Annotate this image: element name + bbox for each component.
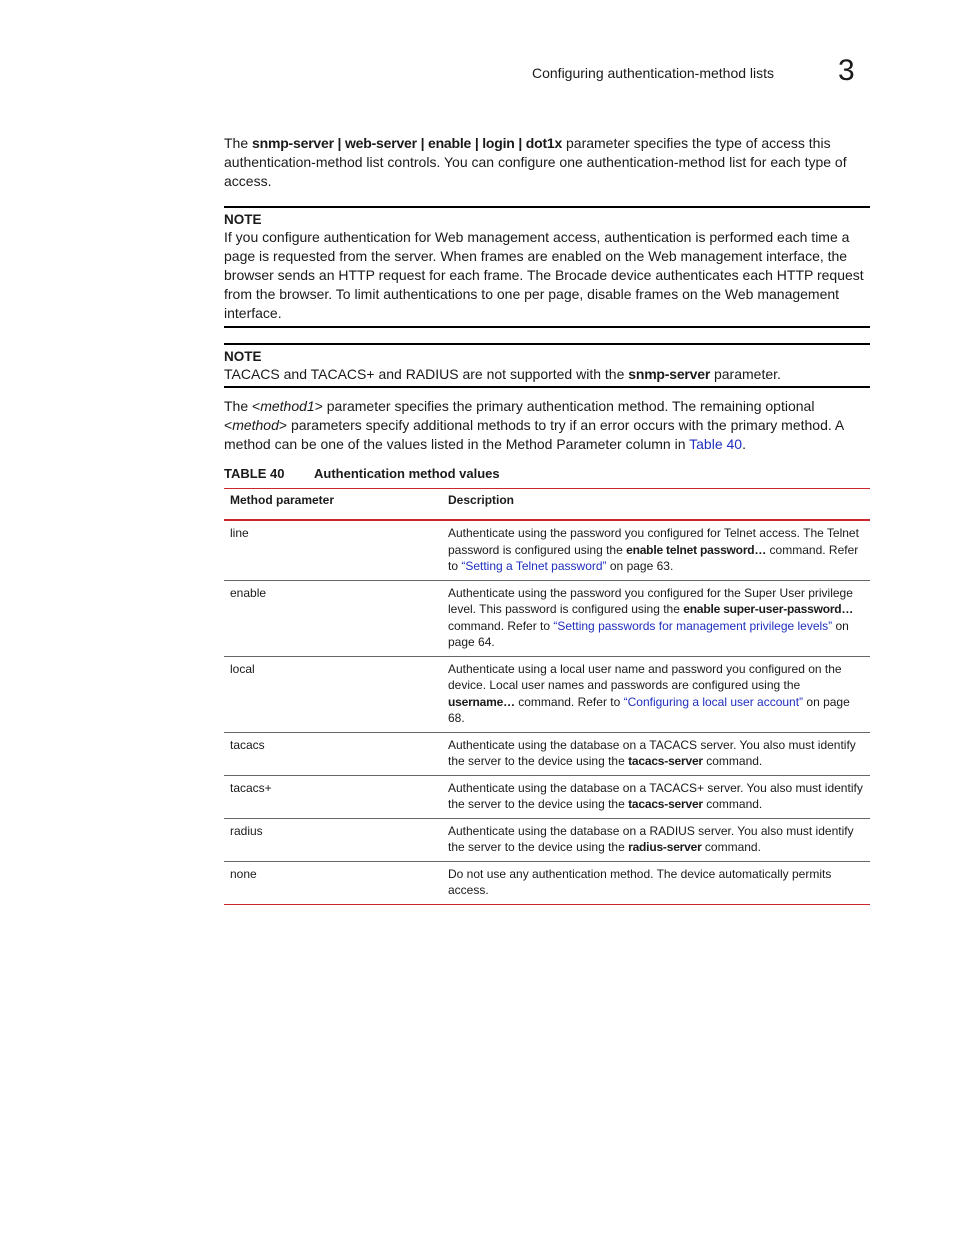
- header-method-parameter: Method parameter: [224, 489, 442, 521]
- method-cell: tacacs: [224, 732, 442, 775]
- desc-text: command.: [701, 840, 761, 854]
- description-cell: [442, 732, 870, 775]
- description-cell: [442, 818, 870, 861]
- table-row: [224, 732, 870, 775]
- method-cell: radius: [224, 818, 442, 861]
- note-text: If you configure authentication for Web management access, authentication is performed each time a page is requested from the server. When frames are enabled on the Web management interface, the browser sends an HTTP request for each frame. The Brocade device authenticates each HTTP request from the browser. To limit authentications to one per page, disable frames on the Web management interface.: [224, 229, 864, 321]
- method-text-1: The <: [224, 398, 261, 414]
- desc-cross-reference-link[interactable]: “Configuring a local user account”: [623, 694, 804, 709]
- method1-param: method1: [260, 398, 315, 414]
- table-row: [224, 818, 870, 861]
- table-title: Authentication method values: [314, 466, 500, 481]
- desc-text: command. Refer to: [448, 618, 554, 633]
- desc-cross-reference-link[interactable]: “Setting a Telnet password”: [461, 559, 607, 573]
- table-row: [224, 775, 870, 818]
- desc-text: Do not use any authentication method. The device automatically permits access.: [448, 866, 832, 897]
- desc-text: Authenticate using the database on a RADIUS server. You also must identify the server to the device using the: [448, 823, 854, 854]
- desc-command: tacacs-server: [628, 797, 703, 811]
- desc-command: enable telnet password…: [626, 542, 767, 557]
- note-heading: NOTE: [224, 349, 262, 364]
- method-paragraph: [224, 397, 870, 454]
- intro-code: snmp-server | web-server | enable | login | dot1x: [252, 135, 563, 151]
- note2-post: parameter.: [710, 366, 781, 382]
- method-cell: enable: [224, 580, 442, 656]
- method-text-4: .: [742, 436, 746, 452]
- desc-text: Authenticate using a local user name and password you configured on the device. Local user names and passwords are configured using the: [448, 661, 842, 692]
- desc-text: on page 63.: [606, 559, 674, 573]
- table-caption: [224, 466, 500, 481]
- table-40-link[interactable]: Table 40: [689, 436, 743, 452]
- table-row: [224, 656, 870, 732]
- desc-text: command.: [702, 754, 763, 768]
- desc-text: command. Refer to: [514, 694, 624, 709]
- intro-paragraph: [224, 134, 870, 191]
- description-cell: [442, 775, 870, 818]
- desc-text: command.: [702, 797, 763, 811]
- intro-post: parameter specifies the type of access this authentication-method list controls. You can configure one authentication-method list for each type of access.: [224, 135, 847, 189]
- desc-text: Authenticate using the database on a TACACS server. You also must identify the server to the device using the: [448, 737, 856, 768]
- intro-pre: The: [224, 135, 253, 151]
- table-row: [224, 520, 870, 580]
- method-text-3: > parameters specify additional methods to try if an error occurs with the primary method. A method can be one of the values listed in the Method Parameter column in: [224, 417, 844, 452]
- table-row: [224, 861, 870, 904]
- header-description: Description: [442, 489, 870, 521]
- desc-command: radius-server: [628, 840, 702, 854]
- desc-text: Authenticate using the password you configured for Telnet access. The Telnet password is configured using the: [448, 526, 859, 557]
- method-cell: tacacs+: [224, 775, 442, 818]
- desc-command: enable super-user-password…: [683, 602, 854, 616]
- description-cell: [442, 656, 870, 732]
- method-cell: local: [224, 656, 442, 732]
- authentication-methods-table: [224, 488, 870, 905]
- desc-text: on page 68.: [448, 694, 850, 725]
- note-snmp: [224, 343, 870, 388]
- description-cell: [442, 520, 870, 580]
- method-text-2: > parameter specifies the primary authentication method. The remaining optional <: [224, 398, 815, 433]
- desc-text: Authenticate using the password you configured for the Super User privilege level. This password is configured using the: [448, 585, 853, 616]
- table-row: [224, 580, 870, 656]
- note2-code: snmp-server: [628, 366, 711, 382]
- table-number: TABLE 40: [224, 466, 285, 481]
- desc-text: command. Refer to: [448, 542, 859, 573]
- desc-text: on page 64.: [448, 618, 849, 649]
- desc-text: Authenticate using the database on a TACACS+ server. You also must identify the server to the device using the: [448, 780, 863, 811]
- desc-command: username…: [448, 694, 515, 709]
- desc-cross-reference-link[interactable]: “Setting passwords for management privilege levels”: [553, 618, 833, 633]
- method-cell: none: [224, 861, 442, 904]
- note2-pre: TACACS and TACACS+ and RADIUS are not supported with the: [224, 366, 629, 382]
- section-title: Configuring authentication-method lists: [532, 65, 775, 81]
- description-cell: [442, 861, 870, 904]
- note-heading: NOTE: [224, 212, 262, 227]
- description-cell: [442, 580, 870, 656]
- method-param: method: [232, 417, 279, 433]
- table-header-row: [224, 489, 870, 521]
- method-cell: line: [224, 520, 442, 580]
- chapter-number: 3: [838, 54, 855, 87]
- desc-command: tacacs-server: [628, 754, 703, 768]
- note-web-auth: [224, 206, 870, 328]
